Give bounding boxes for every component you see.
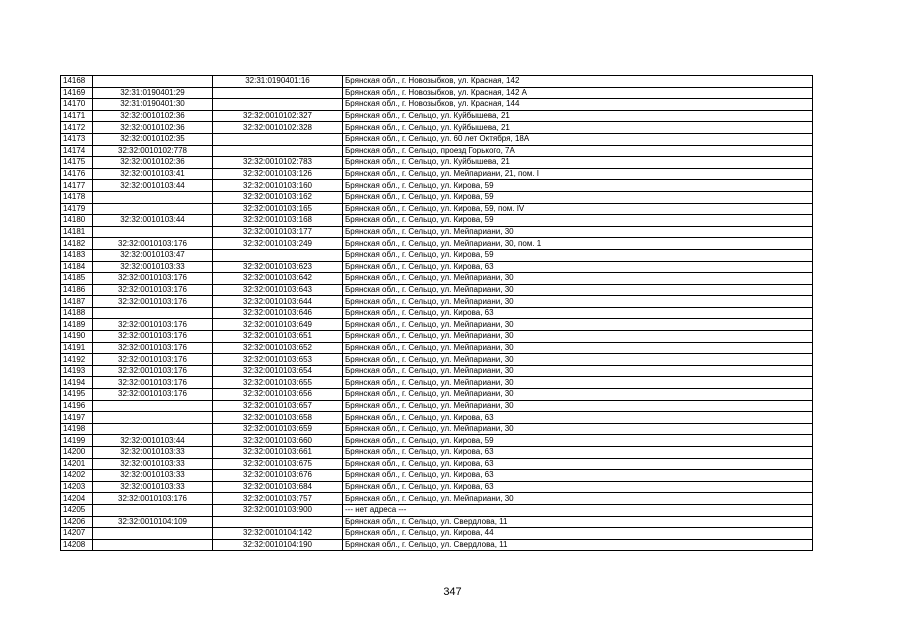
cadastral-number-cell: 32:32:0010103:160 [213, 180, 343, 192]
parcel-number-cell: 32:32:0010103:176 [93, 342, 213, 354]
address-cell: Брянская обл., г. Сельцо, ул. Мейпариани, 30 [343, 389, 813, 401]
parcel-number-cell: 32:32:0010103:176 [93, 493, 213, 505]
cadastral-number-cell [213, 249, 343, 261]
row-number-cell: 14174 [61, 145, 93, 157]
address-cell: Брянская обл., г. Сельцо, ул. Свердлова, 11 [343, 516, 813, 528]
row-number-cell: 14182 [61, 238, 93, 250]
table-row [61, 516, 813, 528]
row-number-cell: 14186 [61, 284, 93, 296]
table-row [61, 528, 813, 540]
row-number-cell: 14173 [61, 133, 93, 145]
row-number-cell: 14171 [61, 110, 93, 122]
cadastral-number-cell: 32:32:0010103:646 [213, 307, 343, 319]
table-row [61, 261, 813, 273]
address-cell: Брянская обл., г. Сельцо, ул. Мейпариани, 30 [343, 273, 813, 285]
address-cell: Брянская обл., г. Сельцо, ул. Куйбышева, 21 [343, 122, 813, 134]
parcel-number-cell [93, 539, 213, 551]
address-cell: Брянская обл., г. Сельцо, ул. Мейпариани, 30 [343, 296, 813, 308]
row-number-cell: 14179 [61, 203, 93, 215]
table-row [61, 319, 813, 331]
table-row [61, 157, 813, 169]
table-row [61, 539, 813, 551]
table-row [61, 365, 813, 377]
row-number-cell: 14193 [61, 365, 93, 377]
parcel-number-cell [93, 412, 213, 424]
cadastral-number-cell: 32:32:0010103:900 [213, 504, 343, 516]
table-row [61, 400, 813, 412]
address-cell: Брянская обл., г. Сельцо, ул. Кирова, 63 [343, 412, 813, 424]
table-row [61, 110, 813, 122]
parcel-number-cell [93, 504, 213, 516]
parcel-number-cell [93, 203, 213, 215]
table-row [61, 493, 813, 505]
cadastral-number-cell: 32:32:0010103:684 [213, 481, 343, 493]
row-number-cell: 14170 [61, 99, 93, 111]
row-number-cell: 14197 [61, 412, 93, 424]
table-row [61, 133, 813, 145]
row-number-cell: 14176 [61, 168, 93, 180]
cadastral-number-cell: 32:32:0010103:660 [213, 435, 343, 447]
row-number-cell: 14200 [61, 447, 93, 459]
row-number-cell: 14189 [61, 319, 93, 331]
table-row [61, 191, 813, 203]
table-row [61, 203, 813, 215]
row-number-cell: 14187 [61, 296, 93, 308]
row-number-cell: 14181 [61, 226, 93, 238]
cadastral-number-cell: 32:32:0010103:649 [213, 319, 343, 331]
parcel-number-cell: 32:32:0010103:176 [93, 354, 213, 366]
parcel-number-cell [93, 191, 213, 203]
address-cell: Брянская обл., г. Сельцо, ул. Мейпариани, 30 [343, 331, 813, 343]
row-number-cell: 14196 [61, 400, 93, 412]
table-row [61, 99, 813, 111]
parcel-number-cell: 32:32:0010103:44 [93, 215, 213, 227]
row-number-cell: 14172 [61, 122, 93, 134]
cadastral-number-cell: 32:32:0010103:657 [213, 400, 343, 412]
table-row [61, 412, 813, 424]
cadastral-number-cell: 32:32:0010103:655 [213, 377, 343, 389]
table-row [61, 331, 813, 343]
records-table [60, 75, 813, 551]
row-number-cell: 14199 [61, 435, 93, 447]
parcel-number-cell: 32:31:0190401:30 [93, 99, 213, 111]
address-cell: Брянская обл., г. Сельцо, ул. Мейпариани, 30 [343, 284, 813, 296]
table-row [61, 307, 813, 319]
row-number-cell: 14191 [61, 342, 93, 354]
address-cell: Брянская обл., г. Сельцо, ул. Кирова, 59, пом. IV [343, 203, 813, 215]
address-cell: Брянская обл., г. Сельцо, ул. 60 лет Октября, 18А [343, 133, 813, 145]
cadastral-number-cell: 32:32:0010104:190 [213, 539, 343, 551]
address-cell: Брянская обл., г. Сельцо, ул. Кирова, 59 [343, 191, 813, 203]
row-number-cell: 14184 [61, 261, 93, 273]
table-row [61, 122, 813, 134]
address-cell: Брянская обл., г. Сельцо, ул. Мейпариани, 30 [343, 377, 813, 389]
parcel-number-cell: 32:32:0010103:176 [93, 377, 213, 389]
parcel-number-cell: 32:32:0010103:176 [93, 273, 213, 285]
address-cell: Брянская обл., г. Сельцо, ул. Куйбышева, 21 [343, 157, 813, 169]
address-cell: Брянская обл., г. Сельцо, ул. Мейпариани, 30 [343, 342, 813, 354]
table-row [61, 354, 813, 366]
cadastral-number-cell: 32:32:0010103:162 [213, 191, 343, 203]
parcel-number-cell: 32:32:0010103:41 [93, 168, 213, 180]
parcel-number-cell: 32:32:0010102:778 [93, 145, 213, 157]
row-number-cell: 14190 [61, 331, 93, 343]
table-row [61, 249, 813, 261]
table-row [61, 226, 813, 238]
parcel-number-cell: 32:32:0010102:36 [93, 122, 213, 134]
address-cell: Брянская обл., г. Новозыбков, ул. Красная, 142 А [343, 87, 813, 99]
address-cell: Брянская обл., г. Новозыбков, ул. Красная, 142 [343, 76, 813, 88]
table-row [61, 180, 813, 192]
cadastral-number-cell: 32:32:0010103:623 [213, 261, 343, 273]
table-row [61, 296, 813, 308]
row-number-cell: 14195 [61, 389, 93, 401]
table-row [61, 423, 813, 435]
row-number-cell: 14198 [61, 423, 93, 435]
parcel-number-cell: 32:32:0010103:33 [93, 261, 213, 273]
address-cell: Брянская обл., г. Сельцо, ул. Мейпариани, 30 [343, 400, 813, 412]
address-cell: Брянская обл., г. Сельцо, ул. Мейпариани, 30 [343, 226, 813, 238]
address-cell: Брянская обл., г. Сельцо, ул. Кирова, 59 [343, 180, 813, 192]
address-cell: Брянская обл., г. Сельцо, ул. Кирова, 59 [343, 215, 813, 227]
row-number-cell: 14185 [61, 273, 93, 285]
cadastral-number-cell: 32:32:0010103:168 [213, 215, 343, 227]
parcel-number-cell: 32:32:0010102:36 [93, 110, 213, 122]
address-cell: Брянская обл., г. Сельцо, ул. Кирова, 63 [343, 261, 813, 273]
parcel-number-cell: 32:32:0010103:33 [93, 481, 213, 493]
cadastral-number-cell: 32:32:0010103:177 [213, 226, 343, 238]
cadastral-number-cell [213, 516, 343, 528]
address-cell: Брянская обл., г. Сельцо, ул. Кирова, 63 [343, 458, 813, 470]
address-cell: Брянская обл., г. Сельцо, проезд Горького, 7А [343, 145, 813, 157]
cadastral-number-cell: 32:32:0010103:651 [213, 331, 343, 343]
address-cell: Брянская обл., г. Сельцо, ул. Мейпариани, 30, пом. 1 [343, 238, 813, 250]
parcel-number-cell: 32:32:0010103:176 [93, 284, 213, 296]
parcel-number-cell: 32:32:0010103:44 [93, 435, 213, 447]
address-cell: Брянская обл., г. Сельцо, ул. Мейпариани, 30 [343, 365, 813, 377]
row-number-cell: 14188 [61, 307, 93, 319]
address-cell: Брянская обл., г. Сельцо, ул. Мейпариани, 21, пом. I [343, 168, 813, 180]
table-row [61, 284, 813, 296]
parcel-number-cell [93, 307, 213, 319]
parcel-number-cell: 32:32:0010104:109 [93, 516, 213, 528]
table-row [61, 458, 813, 470]
cadastral-number-cell: 32:32:0010103:644 [213, 296, 343, 308]
parcel-number-cell: 32:32:0010103:176 [93, 365, 213, 377]
address-cell: Брянская обл., г. Сельцо, ул. Кирова, 63 [343, 307, 813, 319]
records-table-body [61, 76, 813, 551]
row-number-cell: 14202 [61, 470, 93, 482]
parcel-number-cell: 32:32:0010103:176 [93, 238, 213, 250]
row-number-cell: 14168 [61, 76, 93, 88]
row-number-cell: 14169 [61, 87, 93, 99]
cadastral-number-cell: 32:32:0010103:126 [213, 168, 343, 180]
row-number-cell: 14207 [61, 528, 93, 540]
row-number-cell: 14194 [61, 377, 93, 389]
table-row [61, 145, 813, 157]
table-row [61, 447, 813, 459]
parcel-number-cell: 32:32:0010103:47 [93, 249, 213, 261]
parcel-number-cell: 32:31:0190401:29 [93, 87, 213, 99]
row-number-cell: 14178 [61, 191, 93, 203]
parcel-number-cell: 32:32:0010103:176 [93, 296, 213, 308]
address-cell: Брянская обл., г. Сельцо, ул. Кирова, 63 [343, 470, 813, 482]
cadastral-number-cell: 32:32:0010102:328 [213, 122, 343, 134]
row-number-cell: 14206 [61, 516, 93, 528]
table-row [61, 504, 813, 516]
parcel-number-cell: 32:32:0010103:44 [93, 180, 213, 192]
row-number-cell: 14205 [61, 504, 93, 516]
cadastral-number-cell: 32:32:0010103:165 [213, 203, 343, 215]
row-number-cell: 14177 [61, 180, 93, 192]
cadastral-number-cell: 32:32:0010103:659 [213, 423, 343, 435]
cadastral-number-cell: 32:32:0010103:642 [213, 273, 343, 285]
parcel-number-cell [93, 528, 213, 540]
row-number-cell: 14175 [61, 157, 93, 169]
table-row [61, 481, 813, 493]
parcel-number-cell: 32:32:0010103:33 [93, 470, 213, 482]
cadastral-number-cell: 32:32:0010103:643 [213, 284, 343, 296]
address-cell: Брянская обл., г. Сельцо, ул. Кирова, 44 [343, 528, 813, 540]
row-number-cell: 14203 [61, 481, 93, 493]
table-row [61, 87, 813, 99]
table-row [61, 273, 813, 285]
cadastral-number-cell: 32:32:0010103:757 [213, 493, 343, 505]
table-row [61, 238, 813, 250]
parcel-number-cell [93, 226, 213, 238]
cadastral-number-cell: 32:32:0010104:142 [213, 528, 343, 540]
address-cell: Брянская обл., г. Сельцо, ул. Мейпариани, 30 [343, 493, 813, 505]
cadastral-number-cell: 32:32:0010103:661 [213, 447, 343, 459]
table-row [61, 435, 813, 447]
cadastral-number-cell: 32:32:0010102:327 [213, 110, 343, 122]
cadastral-number-cell [213, 87, 343, 99]
parcel-number-cell: 32:32:0010103:176 [93, 319, 213, 331]
table-row [61, 76, 813, 88]
address-cell: Брянская обл., г. Сельцо, ул. Мейпариани, 30 [343, 423, 813, 435]
cadastral-number-cell: 32:32:0010103:652 [213, 342, 343, 354]
cadastral-number-cell: 32:32:0010103:658 [213, 412, 343, 424]
parcel-number-cell [93, 400, 213, 412]
row-number-cell: 14204 [61, 493, 93, 505]
parcel-number-cell [93, 423, 213, 435]
parcel-number-cell: 32:32:0010103:33 [93, 447, 213, 459]
table-row [61, 168, 813, 180]
row-number-cell: 14180 [61, 215, 93, 227]
address-cell: --- нет адреса --- [343, 504, 813, 516]
table-row [61, 389, 813, 401]
address-cell: Брянская обл., г. Сельцо, ул. Кирова, 59 [343, 249, 813, 261]
address-cell: Брянская обл., г. Сельцо, ул. Кирова, 63 [343, 481, 813, 493]
parcel-number-cell: 32:32:0010102:36 [93, 157, 213, 169]
address-cell: Брянская обл., г. Новозыбков, ул. Красная, 144 [343, 99, 813, 111]
row-number-cell: 14192 [61, 354, 93, 366]
cadastral-number-cell: 32:32:0010103:656 [213, 389, 343, 401]
row-number-cell: 14201 [61, 458, 93, 470]
cadastral-number-cell: 32:32:0010103:676 [213, 470, 343, 482]
cadastral-number-cell: 32:32:0010103:249 [213, 238, 343, 250]
cadastral-number-cell: 32:32:0010102:783 [213, 157, 343, 169]
cadastral-number-cell: 32:32:0010103:675 [213, 458, 343, 470]
parcel-number-cell: 32:32:0010103:176 [93, 331, 213, 343]
cadastral-number-cell [213, 133, 343, 145]
row-number-cell: 14183 [61, 249, 93, 261]
address-cell: Брянская обл., г. Сельцо, ул. Мейпариани, 30 [343, 354, 813, 366]
address-cell: Брянская обл., г. Сельцо, ул. Кирова, 63 [343, 447, 813, 459]
parcel-number-cell: 32:32:0010102:35 [93, 133, 213, 145]
parcel-number-cell [93, 76, 213, 88]
address-cell: Брянская обл., г. Сельцо, ул. Кирова, 59 [343, 435, 813, 447]
cadastral-number-cell: 32:32:0010103:654 [213, 365, 343, 377]
row-number-cell: 14208 [61, 539, 93, 551]
cadastral-number-cell: 32:32:0010103:653 [213, 354, 343, 366]
parcel-number-cell: 32:32:0010103:176 [93, 389, 213, 401]
table-row [61, 215, 813, 227]
parcel-number-cell: 32:32:0010103:33 [93, 458, 213, 470]
cadastral-number-cell [213, 99, 343, 111]
cadastral-number-cell: 32:31:0190401:16 [213, 76, 343, 88]
table-row [61, 470, 813, 482]
address-cell: Брянская обл., г. Сельцо, ул. Куйбышева, 21 [343, 110, 813, 122]
address-cell: Брянская обл., г. Сельцо, ул. Мейпариани, 30 [343, 319, 813, 331]
address-cell: Брянская обл., г. Сельцо, ул. Свердлова, 11 [343, 539, 813, 551]
table-row [61, 342, 813, 354]
cadastral-number-cell [213, 145, 343, 157]
table-row [61, 377, 813, 389]
page-number: 347 [443, 586, 462, 598]
